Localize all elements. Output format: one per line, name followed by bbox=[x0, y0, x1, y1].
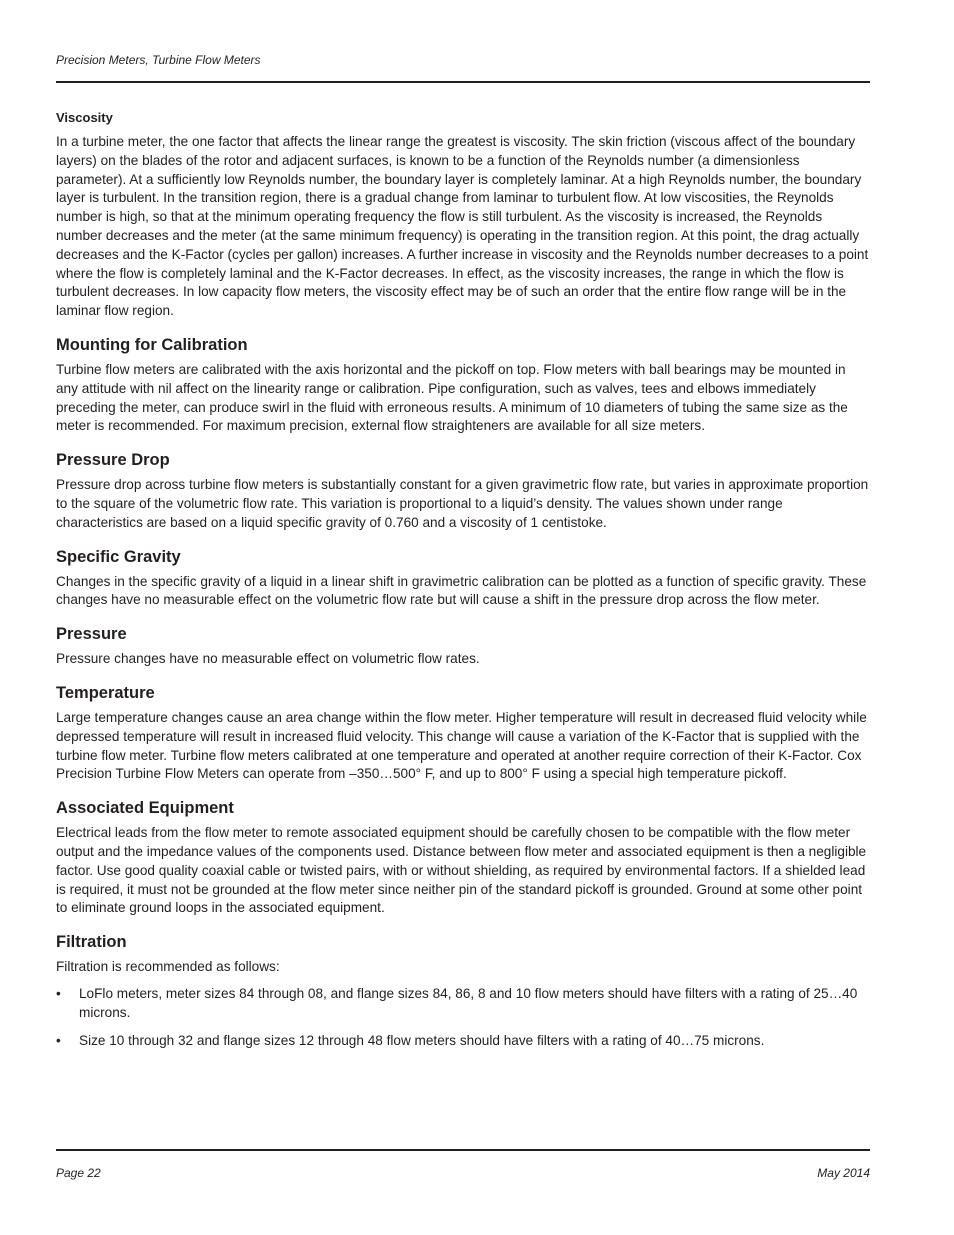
page-number: Page 22 bbox=[56, 1166, 101, 1180]
header-divider bbox=[56, 81, 870, 83]
publication-date: May 2014 bbox=[817, 1166, 870, 1180]
pressure-paragraph: Pressure changes have no measurable effect on volumetric flow rates. bbox=[56, 651, 480, 667]
footer-divider bbox=[56, 1149, 870, 1151]
mounting-paragraph: Turbine flow meters are calibrated with the axis horizontal and the pickoff on top. Flow meters with ball bearings may be mounted in any attitude with nil affect on the linearity range or calibration. Pipe configuration, such as valves, tees and elbows immediately preceding the meter, can produce swirl in the fluid with erroneous results. A minimum of 10 diameters of tubing the same size as the meter is recommended. For maximum precision, external flow straighteners are available for all size meters. bbox=[56, 361, 848, 434]
pressure-drop-paragraph: Pressure drop across turbine flow meters is substantially constant for a given gravimetric flow rate, but varies in approximate proportion to the square of the volumetric flow rate. This variation is proportional to a liquid’s density. The values shown under range characteristics are based on a liquid specific gravity of 0.760 and a viscosity of 1 centistoke. bbox=[56, 477, 869, 530]
running-header-title: Precision Meters, Turbine Flow Meters bbox=[56, 53, 261, 67]
temperature-heading: Temperature bbox=[56, 683, 155, 702]
pressure-drop-heading: Pressure Drop bbox=[56, 451, 170, 470]
page-content bbox=[56, 108, 870, 1059]
associated-equipment-paragraph: Electrical leads from the flow meter to remote associated equipment should be carefully chosen to be compatible with the flow meter output and the impedance values of the components used. Distance between flow meter and associated equipment is then a negligible factor. Use good quality coaxial cable or twisted pairs, with or without shielding, as required by environmental factors. If a shielded lead is required, it must not be grounded at the flow meter since neither pin of the standard pickoff is grounded. Ground at some other point to eliminate ground loops in the associated equipment. bbox=[56, 825, 867, 916]
bullet-icon: • bbox=[56, 985, 61, 1001]
filtration-item-text: Size 10 through 32 and flange sizes 12 through 48 flow meters should have filters with a rating of 40…75 microns. bbox=[79, 1032, 765, 1048]
pressure-heading: Pressure bbox=[56, 625, 127, 644]
filtration-list bbox=[56, 985, 870, 1050]
filtration-item-text: LoFlo meters, meter sizes 84 through 08, and flange sizes 84, 86, 8 and 10 flow meters should have filters with a rating of 25…40 microns. bbox=[79, 985, 858, 1020]
filtration-intro: Filtration is recommended as follows: bbox=[56, 959, 280, 975]
specific-gravity-paragraph: Changes in the specific gravity of a liquid in a linear shift in gravimetric calibration can be plotted as a function of specific gravity. These changes have no measurable effect on the volumetric flow rate but will cause a shift in the pressure drop across the flow meter. bbox=[56, 573, 867, 608]
associated-equipment-heading: Associated Equipment bbox=[56, 799, 234, 818]
viscosity-paragraph: In a turbine meter, the one factor that affects the linear range the greatest is viscosity. The skin friction (viscous affect of the boundary layers) on the blades of the rotor and adjacent surfaces, is known to be a function of the Reynolds number (a dimensionless parameter). At a sufficiently low Reynolds number, the boundary layer is completely laminar. At a high Reynolds number, the boundary layer is turbulent. In the transition region, there is a gradual change from laminar to turbulent flow. At low viscosities, the Reynolds number is high, so that at the minimum operating frequency the flow is still turbulent. As the viscosity is increased, the Reynolds number decreases and the meter (at the same minimum frequency) is operating in the transition region. At this point, the drag actually decreases and the K-Factor (cycles per gallon) increases. A further increase in viscosity and the Reynolds number decreases to a point where the flow is completely laminal and the K-Factor decreases. In effect, as the viscosity increases, the range in which the flow is turbulent decreases. In low capacity flow meters, the viscosity effect may be of such an order that the entire flow range will be in the laminar flow region. bbox=[56, 134, 869, 319]
list-item bbox=[56, 1032, 870, 1051]
mounting-heading: Mounting for Calibration bbox=[56, 335, 248, 354]
viscosity-heading: Viscosity bbox=[56, 110, 113, 125]
list-item bbox=[56, 985, 870, 1023]
bullet-icon: • bbox=[56, 1032, 61, 1048]
temperature-paragraph: Large temperature changes cause an area change within the flow meter. Higher temperature will result in decreased fluid velocity while depressed temperature will result in increased fluid velocity. This change will cause a variation of the K-Factor that is supplied with the turbine flow meter. Turbine flow meters calibrated at one temperature and operated at another require correction of their K-Factor. Cox Precision Turbine Flow Meters can operate from –350…500° F, and up to 800° F using a special high temperature pickoff. bbox=[56, 709, 867, 782]
filtration-heading: Filtration bbox=[56, 933, 127, 952]
specific-gravity-heading: Specific Gravity bbox=[56, 547, 181, 566]
